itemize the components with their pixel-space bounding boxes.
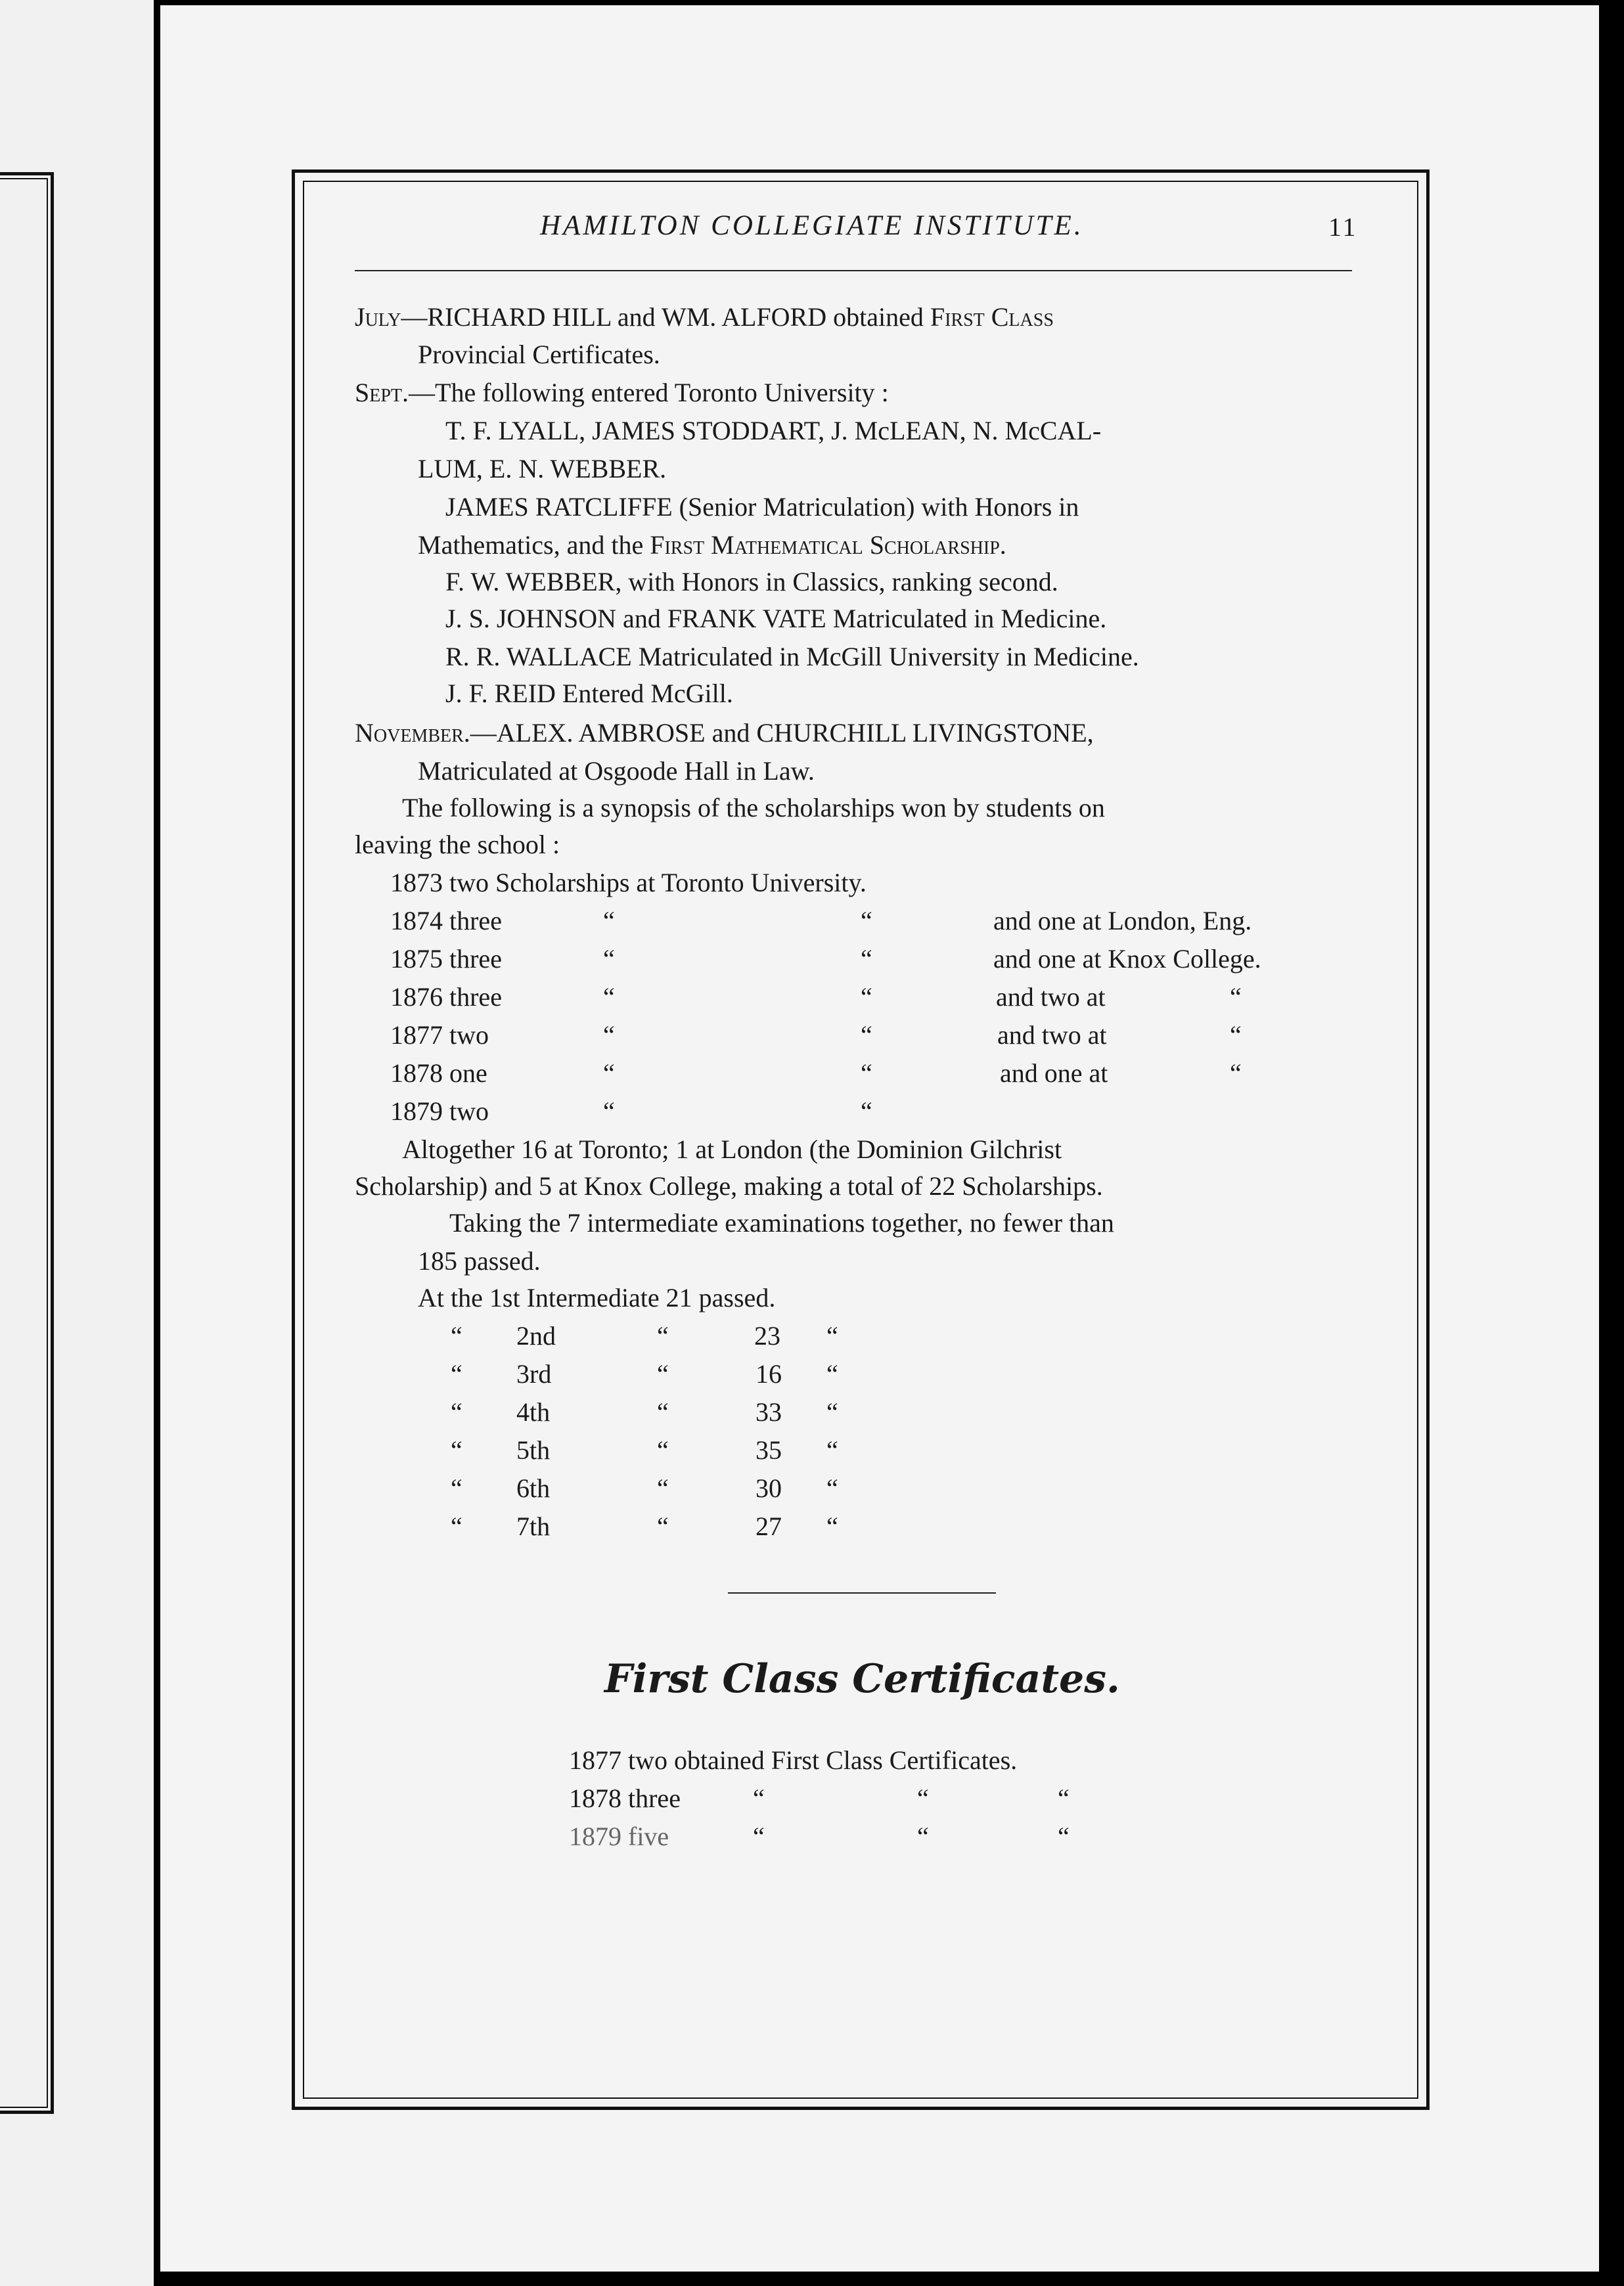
synopsis-line2: leaving the school : [355,830,560,859]
synopsis-line1: The following is a synopsis of the scholarships won by students on [402,793,1105,822]
ditto-mark: “ [451,1435,462,1465]
ditto-mark: “ [657,1473,669,1503]
count: three [628,1783,681,1813]
scholarship-extra: and two at [996,982,1106,1012]
running-head: HAMILTON COLLEGIATE INSTITUTE. [540,210,1084,241]
scholarship-extra: and two at [997,1020,1107,1050]
ditto-mark: “ [826,1397,838,1427]
ditto-mark: “ [451,1359,462,1389]
ditto-mark: “ [861,906,872,935]
altogether-line1: Altogether 16 at Toronto; 1 at London (the Dominion Gilchrist [402,1134,1062,1164]
sept-names-line2: LUM, E. N. WEBBER. [418,454,667,483]
intermediate-line1: Taking the 7 intermediate examinations together, no fewer than [449,1208,1114,1238]
year: 1875 [390,944,443,974]
ditto-mark: “ [753,1783,765,1813]
scholarship-row-year [390,984,502,1010]
ditto-mark: “ [451,1473,462,1503]
count: two [449,868,489,897]
description: Scholarships at Toronto University. [495,868,867,897]
intermediate-row [418,1285,775,1311]
year: 1877 [569,1745,621,1775]
november-entry [355,720,1094,746]
year: 1877 [390,1020,443,1050]
certificates-heading: First Class Certificates. [604,1656,1120,1702]
webber-line: F. W. WEBBER, with Honors in Classics, ranking second. [445,567,1058,596]
ordinal: 6th [516,1473,551,1503]
count: one [449,1058,487,1088]
month-label: November. [355,718,470,748]
ditto-mark: “ [657,1512,669,1541]
year: 1874 [390,906,443,935]
scholarship-row-year [390,1098,489,1125]
count: three [449,982,502,1012]
year: 1878 [569,1783,621,1813]
ditto-mark: “ [1058,1783,1070,1813]
sept-names-line1: T. F. LYALL, JAMES STODDART, J. McLEAN, N. McCAL- [445,416,1102,445]
scholarship-extra: and one at [1000,1058,1108,1088]
year: 1878 [390,1058,443,1088]
ditto-mark: “ [451,1321,462,1351]
november-text: —ALEX. AMBROSE and CHURCHILL LIVINGSTONE, [470,718,1094,748]
ordinal: 7th [516,1512,551,1541]
ditto-mark: “ [657,1435,669,1465]
altogether-line2: Scholarship) and 5 at Knox College, making a total of 22 Scholarships. [355,1171,1103,1201]
page-number: 11 [1328,212,1358,242]
month-label: Sept. [355,378,409,407]
year: 1876 [390,982,443,1012]
passed-count: 33 [756,1397,782,1427]
ditto-mark: “ [657,1321,669,1351]
previous-page-edge [0,0,154,2286]
ordinal: 4th [516,1397,551,1427]
ditto-mark: “ [603,906,615,935]
ordinal: 5th [516,1435,551,1465]
ditto-mark: “ [603,1096,615,1126]
passed-count: 16 [756,1359,782,1389]
ratcliffe-line1: JAMES RATCLIFFE (Senior Matriculation) with Honors in [445,492,1079,522]
month-label: July [355,302,401,332]
passed-count: 35 [756,1435,782,1465]
ditto-mark: “ [603,982,615,1012]
ditto-mark: “ [1058,1822,1070,1851]
passed-count: 21 [665,1283,692,1312]
ditto-mark: “ [451,1397,462,1427]
july-text: —RICHARD HILL and WM. ALFORD obtained [401,302,930,332]
count: five [628,1822,669,1851]
ordinal: 3rd [516,1359,552,1389]
passed-count: 23 [754,1321,780,1351]
ditto-mark: “ [603,1058,615,1088]
ditto-mark: “ [917,1783,929,1813]
count: two [449,1020,489,1050]
ditto-mark: “ [603,944,615,974]
scholarship-row-year [390,946,502,972]
scholarship-row-year [390,1060,487,1087]
count: three [449,906,502,935]
first-class-label: First Class [930,302,1054,332]
ordinal: 2nd [516,1321,556,1351]
section-divider [728,1592,996,1594]
description: obtained First Class Certificates. [674,1745,1018,1775]
count: three [449,944,502,974]
ditto-mark: “ [917,1822,929,1851]
ditto-mark: “ [657,1359,669,1389]
ditto-mark: “ [861,1020,872,1050]
certificate-row-year [569,1785,681,1812]
count: two [449,1096,489,1126]
ditto-mark: “ [826,1435,838,1465]
sept-intro: —The following entered Toronto University : [409,378,889,407]
year: 1873 [390,868,443,897]
ditto-mark: “ [753,1822,765,1851]
reid-line: J. F. REID Entered McGill. [445,679,733,708]
ditto-mark: “ [861,1058,872,1088]
ratcliffe-line2 [418,532,1006,558]
sept-entry [355,380,889,406]
certificate-row-year [569,1824,669,1850]
scholarship-extra: and one at London, Eng. [993,906,1252,935]
ditto-mark: “ [451,1512,462,1541]
scholarship-row-year [390,908,502,934]
scholarship-label: First Mathematical Scholarship. [650,530,1006,560]
ordinal: 1st [489,1283,520,1312]
johnson-line: J. S. JOHNSON and FRANK VATE Matriculated in Medicine. [445,604,1107,633]
label: Intermediate [526,1283,660,1312]
ditto-mark: “ [1230,1058,1242,1088]
july-entry-line2: Provincial Certificates. [418,340,660,369]
ditto-mark: “ [861,944,872,974]
previous-page-frame [0,172,54,2114]
year: 1879 [390,1096,443,1126]
ditto-mark: “ [826,1473,838,1503]
ditto-mark: “ [603,1020,615,1050]
scholarship-row [390,870,867,896]
wallace-line: R. R. WALLACE Matriculated in McGill University in Medicine. [445,642,1139,671]
ditto-mark: “ [826,1512,838,1541]
year: 1879 [569,1822,621,1851]
ditto-mark: “ [826,1359,838,1389]
ditto-mark: “ [826,1321,838,1351]
count: two [628,1745,667,1775]
prefix: At the [418,1283,483,1312]
intermediate-line2: 185 passed. [418,1246,541,1276]
ditto-mark: “ [861,1096,872,1126]
suffix: passed. [698,1283,776,1312]
header-rule [355,270,1352,271]
scholarship-row-year [390,1022,489,1048]
ratcliffe-text: Mathematics, and the [418,530,650,560]
passed-count: 27 [756,1512,782,1541]
certificate-row [569,1747,1017,1774]
november-line2: Matriculated at Osgoode Hall in Law. [418,756,815,786]
ditto-mark: “ [1230,1020,1242,1050]
ditto-mark: “ [1230,982,1242,1012]
passed-count: 30 [756,1473,782,1503]
ditto-mark: “ [861,982,872,1012]
scholarship-extra: and one at Knox College. [993,944,1261,974]
july-entry [355,304,1054,330]
ditto-mark: “ [657,1397,669,1427]
